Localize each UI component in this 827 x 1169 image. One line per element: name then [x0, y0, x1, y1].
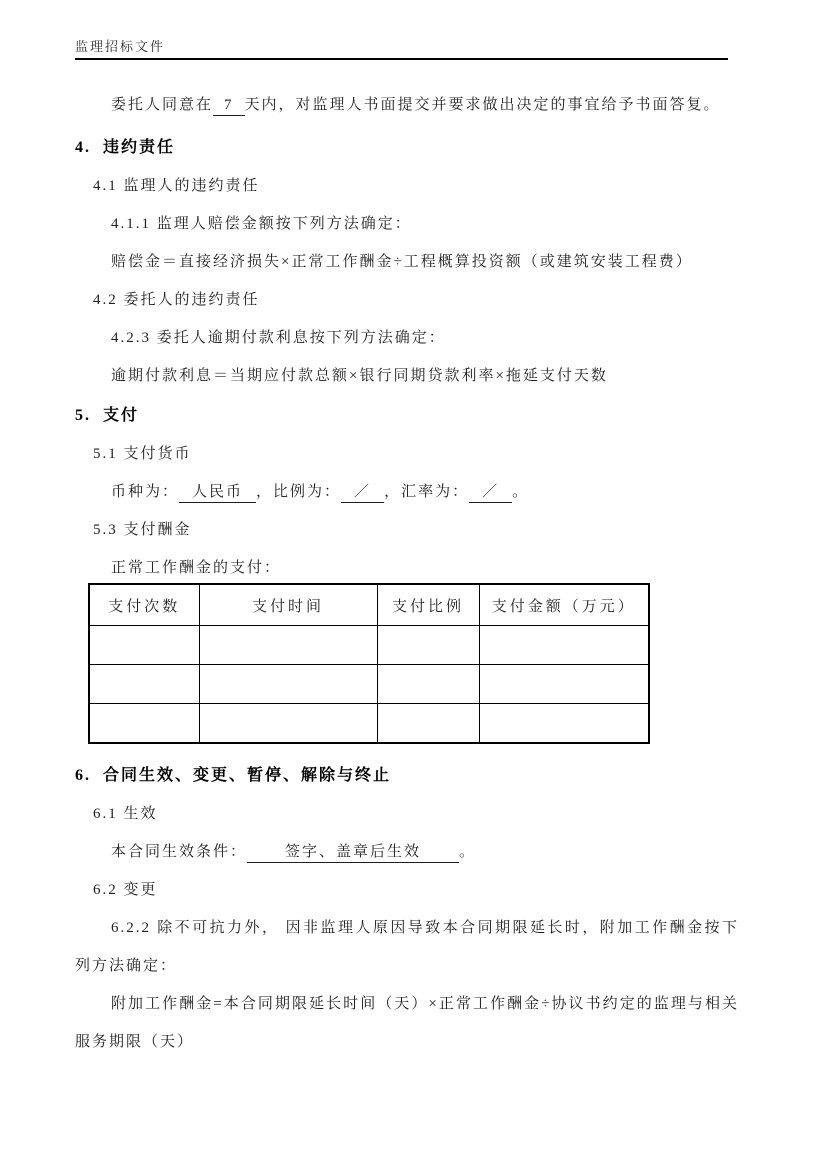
item-5-1: 5.1 支付货币: [93, 446, 192, 462]
para-effective-condition: [75, 833, 739, 871]
formula-compensation: 赔偿金＝直接经济损失×正常工作酬金÷工程概算投资额（或建筑安装工程费）: [111, 254, 693, 270]
document-body: [75, 86, 739, 1061]
blank-effective-condition[interactable]: 签字、盖章后生效: [247, 843, 459, 863]
blank-exchange-rate[interactable]: ／: [469, 483, 512, 503]
currency-label: 币种为：: [111, 484, 180, 500]
table-cell-empty[interactable]: [89, 665, 199, 704]
item-4-1: 4.1 监理人的违约责任: [93, 178, 260, 194]
table-cell-empty[interactable]: [479, 626, 649, 665]
table-cell-empty[interactable]: [479, 665, 649, 704]
effective-condition-label: 本合同生效条件：: [111, 844, 248, 860]
exchange-rate-label: ，汇率为：: [384, 484, 470, 500]
col-header-payment-number: 支付次数: [89, 584, 199, 626]
blank-currency-type[interactable]: 人民币: [179, 483, 256, 503]
table-cell-empty[interactable]: [479, 704, 649, 744]
item-6-1: 6.1 生效: [93, 806, 158, 822]
item-6-2: 6.2 变更: [93, 882, 158, 898]
table-cell-empty[interactable]: [199, 626, 377, 665]
col-header-payment-ratio: 支付比例: [377, 584, 479, 626]
item-4-1-1: 4.1.1 监理人赔偿金额按下列方法确定：: [111, 216, 412, 232]
table-cell-empty[interactable]: [377, 626, 479, 665]
payment-table-caption: 正常工作酬金的支付：: [111, 560, 282, 576]
formula-additional-fee: 附加工作酬金=本合同期限延长时间（天）×正常工作酬金÷协议书约定的监理与相关服务期限（天）: [75, 996, 739, 1050]
para-reply-deadline-pre: 委托人同意在: [111, 97, 214, 113]
heading-contract-effect: 6. 合同生效、变更、暂停、解除与终止: [75, 767, 392, 784]
item-4-2: 4.2 委托人的违约责任: [93, 292, 260, 308]
table-cell-empty[interactable]: [377, 665, 479, 704]
heading-breach-liability: 4. 违约责任: [75, 139, 176, 156]
table-cell-empty[interactable]: [199, 665, 377, 704]
para-reply-deadline: [75, 86, 739, 124]
item-5-3: 5.3 支付酬金: [93, 522, 192, 538]
table-cell-empty[interactable]: [199, 704, 377, 744]
formula-overdue-interest: 逾期付款利息＝当期应付款总额×银行同期贷款利率×拖延支付天数: [111, 368, 608, 384]
col-header-payment-amount: 支付金额（万元）: [479, 584, 649, 626]
blank-currency-ratio[interactable]: ／: [341, 483, 384, 503]
payment-table-header-row: [89, 584, 649, 626]
heading-payment: 5. 支付: [75, 407, 140, 424]
table-cell-empty[interactable]: [377, 704, 479, 744]
header-title: 监理招标文件: [75, 39, 166, 54]
table-row: [89, 626, 649, 665]
ratio-label: ，比例为：: [256, 484, 342, 500]
table-cell-empty[interactable]: [89, 626, 199, 665]
table-row: [89, 704, 649, 744]
table-row: [89, 665, 649, 704]
payment-table: [88, 583, 650, 744]
page-header: [75, 36, 728, 60]
blank-reply-days[interactable]: 7: [213, 96, 245, 116]
para-currency: [75, 473, 739, 511]
table-cell-empty[interactable]: [89, 704, 199, 744]
para-reply-deadline-post: 天内，对监理人书面提交并要求做出决定的事宜给予书面答复。: [244, 97, 721, 113]
item-6-2-2: 6.2.2 除不可抗力外， 因非监理人原因导致本合同期限延长时，附加工作酬金按下列方法确定：: [75, 920, 739, 974]
col-header-payment-time: 支付时间: [199, 584, 377, 626]
item-4-2-3: 4.2.3 委托人逾期付款利息按下列方法确定：: [111, 330, 446, 346]
currency-period: 。: [512, 484, 530, 500]
effective-condition-period: 。: [459, 844, 477, 860]
